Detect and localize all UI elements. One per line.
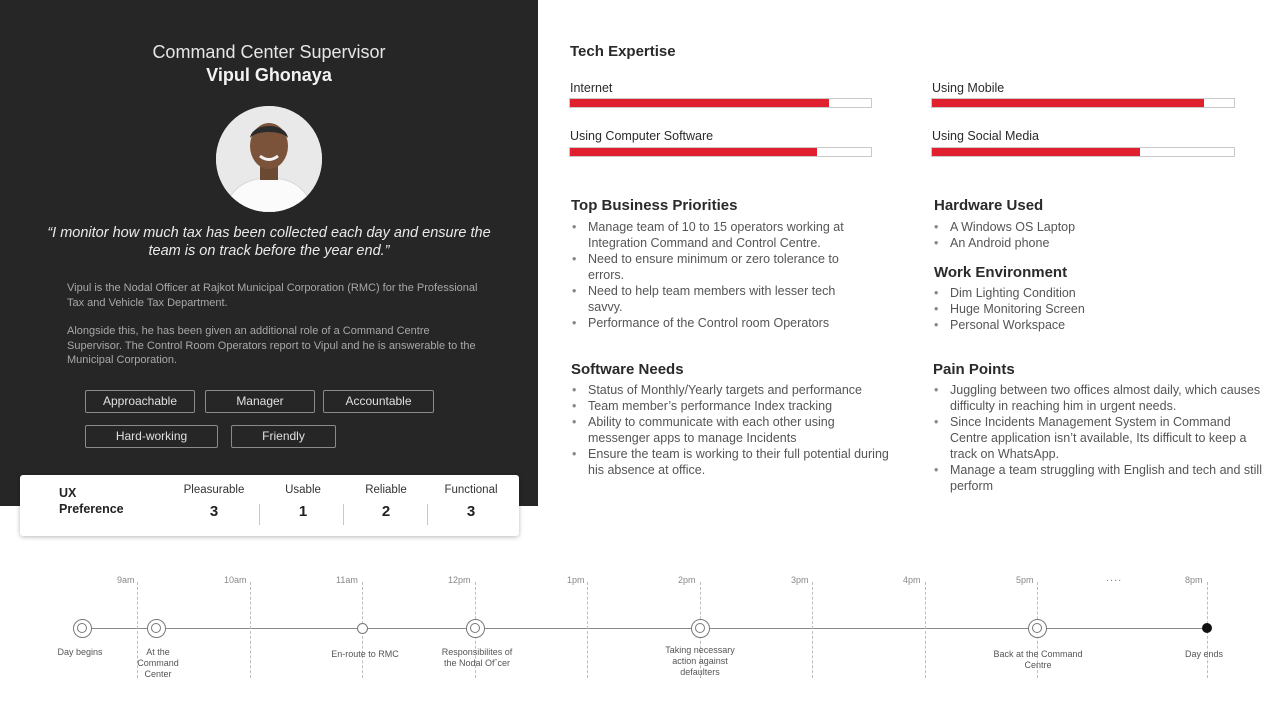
hour-label: 9am [117,575,135,585]
persona-name: Vipul Ghonaya [206,65,332,85]
timeline-node [691,619,710,638]
software-needs-list [570,382,890,478]
list-item: • Performance of the Control room Operators [570,315,870,331]
tag-approachable: Approachable [85,390,195,413]
work-environment-title: Work Environment [934,264,1068,281]
ux-label: Pleasurable [183,484,245,496]
ux-value: 1 [298,503,308,520]
tag-hard-working: Hard-working [85,425,218,448]
hour-guide [587,582,588,678]
ux-usable [273,484,333,520]
timeline-node [1028,619,1047,638]
timeline-node [73,619,92,638]
pain-points-title: Pain Points [933,361,1015,378]
skill-bar-fill [932,99,1204,107]
pain-points-list [932,382,1262,494]
skill-bar-computer-software [569,147,872,157]
ux-preference-title: UX Preference [59,486,124,516]
timeline-end-node [1202,623,1212,633]
person-icon [216,106,322,212]
list-item: • A Windows OS Laptop [932,219,1252,235]
hour-label: 12pm [448,575,471,585]
timeline-node [357,623,368,634]
list-item: • Need to help team members with lesser tech savvy. [570,283,870,315]
skill-label-mobile: Using Mobile [932,81,1005,95]
hardware-title: Hardware Used [934,197,1044,214]
hour-label: 10am [224,575,247,585]
ux-label: Functional [444,484,498,496]
ux-preference-card [20,475,519,536]
ux-functional [438,484,504,520]
list-item: • Huge Monitoring Screen [932,301,1252,317]
ux-value: 3 [466,503,476,520]
skill-bar-internet [569,98,872,108]
work-environment-list [932,285,1252,333]
ux-divider [343,504,344,525]
list-item: • Manage a team struggling with English and tech and still perform [932,462,1262,494]
list-item: • Status of Monthly/Yearly targets and performance [570,382,890,398]
list-item: • Dim Lighting Condition [932,285,1252,301]
tag-accountable: Accountable [323,390,434,413]
tech-expertise-title: Tech Expertise [570,43,676,60]
ux-label: Usable [285,484,321,496]
skill-bar-fill [570,148,817,156]
business-priorities-title: Top Business Priorities [571,197,738,214]
tag-manager: Manager [205,390,315,413]
list-item: • Manage team of 10 to 15 operators working at Integration Command and Control Centre. [570,219,870,251]
list-item: • Personal Workspace [932,317,1252,333]
hour-label: 4pm [903,575,921,585]
hour-label: 1pm [567,575,585,585]
skill-bar-mobile [931,98,1235,108]
hour-label: 8pm [1185,575,1203,585]
persona-panel [0,0,538,506]
day-timeline [0,560,1280,720]
skill-label-social-media: Using Social Media [932,129,1039,143]
hour-label: 5pm [1016,575,1034,585]
event-label: Back at the Command Centre [993,649,1083,670]
hour-label: 3pm [791,575,809,585]
timeline-node [147,619,166,638]
list-item: • Juggling between two offices almost daily, which causes difficulty in reaching him in urgent needs. [932,382,1262,414]
hour-label: 2pm [678,575,696,585]
ux-divider [427,504,428,525]
list-item: • Team member’s performance Index tracking [570,398,890,414]
tag-friendly: Friendly [231,425,336,448]
hardware-list [932,219,1252,251]
list-item: • An Android phone [932,235,1252,251]
event-label: Day begins [57,647,103,657]
skill-label-internet: Internet [570,81,613,95]
hour-label: 11am [336,575,358,585]
skill-bar-social-media [931,147,1235,157]
event-label: Day ends [1184,649,1224,659]
event-label: Taking necessary action against defaulters [665,645,735,677]
persona-quote: “I monitor how much tax has been collected each day and ensure the team is on track before the year end.” [47,225,491,259]
ux-divider [259,504,260,525]
event-label: At the Command Center [137,647,179,679]
ux-value: 3 [209,503,219,520]
skill-bar-fill [570,99,829,107]
persona-bio-2: Alongside this, he has been given an additional role of a Command Centre Supervisor. The Control Room Operators report to Vipul and he is answerable to the Municipal Corporation. [67,325,476,366]
event-label: Responsibilites of the Nodal Ofˆcer [441,647,513,668]
ux-reliable [356,484,416,520]
skill-bar-fill [932,148,1140,156]
avatar [216,106,322,212]
list-item: • Need to ensure minimum or zero tolerance to errors. [570,251,870,283]
software-needs-title: Software Needs [571,361,684,378]
ux-pleasurable [180,484,248,520]
list-item: • Ensure the team is working to their full potential during his absence at office. [570,446,890,478]
event-label: En-route to RMC [331,649,399,659]
hour-guide [812,582,813,678]
skill-label-computer-software: Using Computer Software [570,129,714,143]
persona-role: Command Center Supervisor [152,42,386,62]
ux-value: 2 [381,503,391,520]
hour-guide [250,582,251,678]
ellipsis: .... [1106,572,1123,584]
timeline-node [466,619,485,638]
list-item: • Ability to communicate with each other using messenger apps to manage Incidents [570,414,890,446]
business-priorities-list [570,219,870,331]
hour-guide [925,582,926,678]
list-item: • Since Incidents Management System in Command Centre application isn’t available, Its difficult to keep a track on WhatsApp. [932,414,1262,462]
ux-label: Reliable [365,484,407,496]
persona-bio-1: Vipul is the Nodal Officer at Rajkot Municipal Corporation (RMC) for the Professional Tax and Vehicle Tax Department. [67,282,478,309]
